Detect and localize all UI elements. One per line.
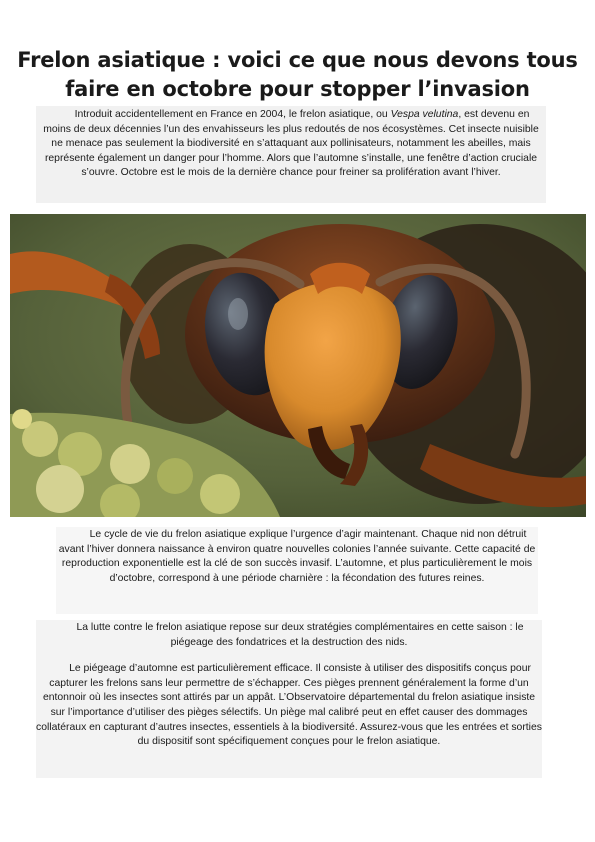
hornet-illustration [10, 214, 586, 517]
species-name: Vespa velutina [390, 109, 459, 120]
intro-paragraph [38, 108, 544, 181]
lutte-paragraph [36, 621, 542, 650]
title-line-2: faire en octobre pour stopper l’invasion [65, 77, 530, 101]
cycle-text: Le cycle de vie du frelon asiatique explique l’urgence d’agir maintenant. Chaque nid non détruit avant l’hiver donnera naissance à environ quatre nouvelles colonies l’année suivante. Cette capacité de reproduction exponentielle est la clé de son succès invasif. L’automne, et plus particulièrement le mois d’octobre, correspond à une période charnière : la fécondation des futures reines. [58, 529, 536, 584]
piegeage-text: Le piégeage d’automne est particulièrement efficace. Il consiste à utiliser des dispositifs conçus pour capturer les frelons sans leur permettre de s’échapper. Ces pièges prennent généralement la forme d’un entonnoir où les insectes sont attirés par un appât. L’Observatoire départemental du frelon asiatique insiste sur l’importance d’utiliser des pièges sélectifs. Un piège mal calibré peut en effet causer des dommages collatéraux en capturant d’autres insectes, essentiels à la biodiversité. Assurez-vous que les entrées et sorties du dispositif sont spécifiquement conçues pour le frelon asiatique. [36, 663, 542, 748]
strategy-section-block [36, 620, 542, 778]
intro-text-end: , est devenu en moins de deux décennies l’un des envahisseurs les plus redoutés de nos écosystèmes. Cet insecte nuisible ne menace pas seulement la biodiversité en s’attaquant aux pollinisateurs, notamment les abeilles, mais représente également un danger pour l’homme. Alors que l’automne s’installe, une fenêtre d’action cruciale s’ouvre. Octobre est le mois de la dernière chance pour freiner sa prolifération avant l’hiver. [43, 109, 539, 179]
hornet-photo [10, 214, 586, 517]
article-title [14, 46, 581, 104]
paragraph-spacer [36, 650, 542, 662]
title-line-1: Frelon asiatique : voici ce que nous devons tous [17, 48, 578, 72]
intro-paragraph-block [36, 106, 546, 203]
lutte-text: La lutte contre le frelon asiatique repose sur deux stratégies complémentaires en cette saison : le piégeage des fondatrices et la destruction des nids. [76, 622, 524, 648]
cycle-paragraph-block [56, 527, 538, 614]
cycle-paragraph [56, 528, 538, 586]
intro-text-start: Introduit accidentellement en France en 2004, le frelon asiatique, ou [74, 109, 391, 120]
piegeage-paragraph [36, 662, 542, 750]
